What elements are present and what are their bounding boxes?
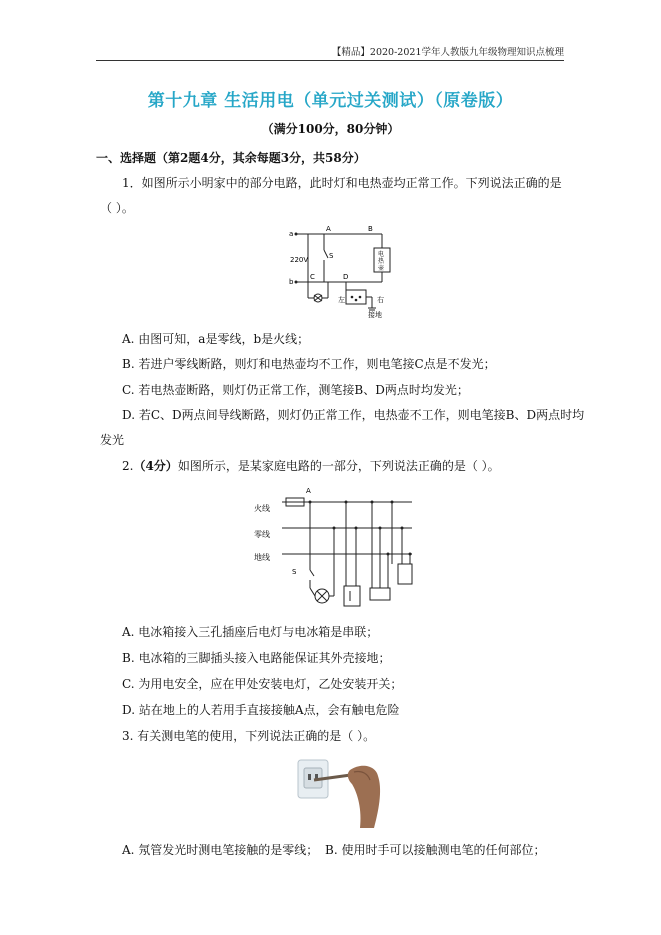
q1-option-b: B. 若进户零线断路，则灯和电热壶均不工作，则电笔接C点是不发光； [122,357,496,371]
q3-option-a: A. 氖管发光时测电笔接触的是零线； [122,843,319,857]
q1-fig-label-S: S [329,252,334,260]
q2-option-d: D. 站在地上的人若用手直接接触A点，会有触电危险 [122,703,400,717]
q1-circuit-figure [286,224,396,318]
section-heading: 一、选择题（第2题4分，其余每题3分，共58分） [96,151,366,165]
q2-fig-fire-wire: 火线 [254,504,270,513]
q2-stem-text: 如图所示，是某家庭电路的一部分，下列说法正确的是（ ）。 [177,459,500,473]
q3-option-b: B. 使用时手可以接触测电笔的任何部位； [325,843,546,857]
q2-stem [122,457,500,474]
q1-option-d-line1: D. 若C、D两点间导线断路，则灯仍正常工作，电热壶不工作，则电笔接B、D两点时均 [122,408,585,422]
q3-test-pen-photo [292,754,392,828]
q1-fig-ground: 接地 [368,311,382,318]
q1-fig-label-b: b [289,278,294,286]
q3-stem: 3. 有关测电笔的使用，下列说法正确的是（ ）。 [122,729,376,743]
q1-fig-kettle-3: 壶 [378,265,385,272]
q2-fig-label-A: A [306,487,311,495]
q2-option-a: A. 电冰箱接入三孔插座后电灯与电冰箱是串联； [122,625,379,639]
q1-option-d-line2: 发光 [100,433,125,447]
q1-fig-voltage: 220V [290,256,309,264]
q1-stem-line2: （ ）。 [100,201,134,215]
q1-fig-label-C: C [310,273,315,281]
q2-number: 2. [122,459,134,473]
q2-fig-ground-wire: 地线 [254,553,270,562]
q1-fig-kettle-2: 热 [378,258,385,265]
q2-option-b: B. 电冰箱的三脚插头接入电路能保证其外壳接地； [122,651,391,665]
page-header: 【精品】2020-2021学年人教版九年级物理知识点梳理 [331,47,564,58]
q2-points: （4分） [133,459,178,473]
q2-fig-label-S: S [292,568,297,576]
q1-stem-line1: 1．如图所示小明家中的部分电路，此时灯和电热壶均正常工作。下列说法正确的是 [122,176,562,190]
q1-fig-right: 右 [377,296,384,304]
q2-fig-neutral-wire: 零线 [254,530,270,539]
q1-fig-left: 左 [338,296,345,304]
q1-option-a: A. 由图可知，a是零线，b是火线； [122,332,310,346]
q1-fig-label-a: a [289,230,294,238]
document-subtitle: （满分100分，80分钟） [261,122,400,136]
header-divider [96,60,564,61]
q1-fig-label-D: D [343,273,349,281]
q1-fig-label-B: B [368,225,373,233]
q1-option-c: C. 若电热壶断路，则灯仍正常工作，测笔接B、D两点时均发光； [122,383,469,397]
document-title: 第十九章 生活用电（单元过关测试）（原卷版） [147,91,514,111]
q2-circuit-figure [252,484,418,610]
q1-fig-kettle-1: 电 [378,251,385,258]
q1-fig-label-A: A [326,225,331,233]
q2-option-c: C. 为用电安全，应在甲处安装电灯，乙处安装开关； [122,677,403,691]
